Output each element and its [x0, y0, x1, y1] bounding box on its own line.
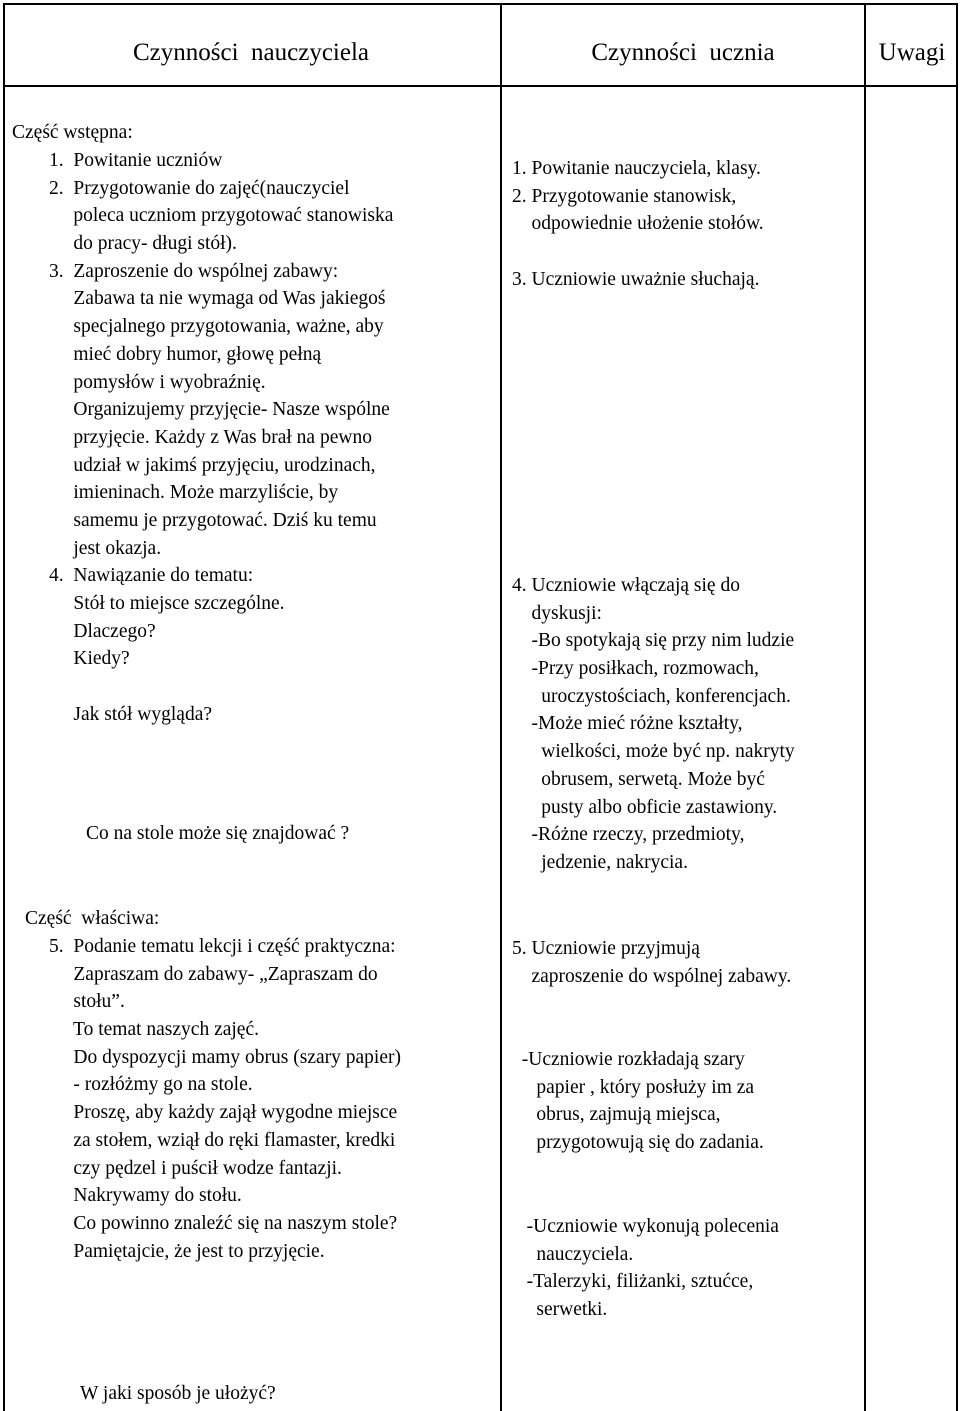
- text-line: -Przy posiłkach, rozmowach,: [512, 658, 759, 680]
- text-line: -Uczniowie wykonują polecenia: [512, 1216, 779, 1237]
- table-contents-question: Co na stole może się znajdować ?: [86, 823, 350, 844]
- text-line: do pracy- długi stół).: [49, 233, 237, 255]
- text-line: obrusem, serwetą. Może być: [512, 768, 765, 790]
- text-line: 1. Powitanie nauczyciela, klasy.: [512, 158, 761, 179]
- text-line: Do dyspozycji mamy obrus (szary papier): [49, 1046, 401, 1068]
- text-line: dyskusji:: [512, 602, 602, 624]
- teacher-block-2: [49, 933, 401, 1265]
- text-line: przyjęcie. Każdy z Was brał na pewno: [49, 426, 372, 448]
- text-line: 3. Zaproszenie do wspólnej zabawy:: [49, 260, 339, 282]
- text-line: 5. Podanie tematu lekcji i część praktyczna:: [49, 936, 396, 957]
- text-line: [512, 238, 764, 266]
- student-block-5: [512, 1213, 779, 1324]
- text-line: poleca uczniom przygotować stanowiska: [49, 205, 394, 227]
- text-line: -Uczniowie rozkładają szary: [512, 1049, 745, 1070]
- text-line: [49, 673, 393, 701]
- text-line: 2. Przygotowanie stanowisk,: [512, 185, 737, 207]
- part1-heading: Część wstępna:: [12, 122, 133, 143]
- text-line: 4. Uczniowie włączają się do: [512, 575, 740, 596]
- header-notes: Uwagi: [878, 39, 946, 66]
- text-line: specjalnego przygotowania, ważne, aby: [49, 316, 384, 338]
- student-block-1: [512, 155, 764, 293]
- text-line: jedzenie, nakrycia.: [512, 851, 688, 873]
- text-line: nauczyciela.: [512, 1243, 634, 1265]
- text-line: jest okazja.: [49, 537, 162, 559]
- part2-heading: Część właściwa:: [25, 908, 160, 929]
- text-line: Zapraszam do zabawy- „Zapraszam do: [49, 963, 378, 985]
- header-teacher-activities: Czynności nauczyciela: [132, 39, 369, 66]
- text-line: udział w jakimś przyjęciu, urodzinach,: [49, 454, 376, 476]
- text-line: pomysłów i wyobraźnię.: [49, 371, 266, 393]
- text-line: za stołem, wziął do ręki flamaster, kredki: [49, 1129, 396, 1151]
- text-line: - rozłóżmy go na stole.: [49, 1074, 253, 1096]
- text-line: To temat naszych zajęć.: [49, 1019, 259, 1041]
- text-line: Dlaczego?: [49, 620, 156, 642]
- text-line: 4. Nawiązanie do tematu:: [49, 565, 254, 587]
- text-line: obrus, zajmują miejsca,: [512, 1104, 721, 1126]
- text-line: 3. Uczniowie uważnie słuchają.: [512, 268, 760, 290]
- text-line: 1. Powitanie uczniów: [49, 150, 223, 171]
- text-line: Jak stół wygląda?: [49, 703, 213, 725]
- text-line: Co powinno znaleźć się na naszym stole?: [49, 1212, 398, 1234]
- text-line: mieć dobry humor, głowę pełną: [49, 343, 322, 365]
- teacher-block-1: [49, 147, 393, 728]
- text-line: uroczystościach, konferencjach.: [512, 685, 791, 707]
- text-line: serwetki.: [512, 1299, 608, 1321]
- bottom-question: W jaki sposób je ułożyć?: [80, 1383, 276, 1404]
- text-line: samemu je przygotować. Dziś ku temu: [49, 509, 377, 531]
- text-line: zaproszenie do wspólnej zabawy.: [512, 965, 792, 987]
- text-line: przygotowują się do zadania.: [512, 1132, 764, 1154]
- header-student-activities: Czynności ucznia: [591, 39, 775, 66]
- text-line: wielkości, może być np. nakryty: [512, 741, 795, 763]
- header-divider: [3, 85, 958, 87]
- text-line: Zabawa ta nie wymaga od Was jakiegoś: [49, 288, 386, 310]
- text-line: papier , który posłuży im za: [512, 1076, 755, 1098]
- column-divider-1: [500, 3, 502, 1411]
- table-right-border: [956, 3, 958, 1411]
- text-line: Pamiętajcie, że jest to przyjęcie.: [49, 1240, 325, 1262]
- text-line: -Może mieć różne kształty,: [512, 713, 743, 735]
- text-line: Stół to miejsce szczególne.: [49, 593, 285, 614]
- text-line: czy pędzel i puścił wodze fantazji.: [49, 1157, 342, 1179]
- text-line: stołu”.: [49, 991, 125, 1013]
- student-block-4: [512, 1046, 764, 1157]
- text-line: 2. Przygotowanie do zajęć(nauczyciel: [49, 177, 350, 199]
- text-line: -Talerzyki, filiżanki, sztućce,: [512, 1271, 754, 1293]
- table-top-border: [3, 3, 958, 5]
- text-line: Proszę, aby każdy zajął wygodne miejsce: [49, 1102, 398, 1124]
- text-line: -Bo spotykają się przy nim ludzie: [512, 630, 795, 652]
- text-line: 5. Uczniowie przyjmują: [512, 938, 700, 959]
- text-line: Organizujemy przyjęcie- Nasze wspólne: [49, 399, 390, 421]
- text-line: Kiedy?: [49, 648, 130, 670]
- text-line: Nakrywamy do stołu.: [49, 1185, 242, 1207]
- text-line: -Różne rzeczy, przedmioty,: [512, 824, 745, 846]
- student-block-2: [512, 572, 795, 877]
- column-divider-2: [864, 3, 866, 1411]
- text-line: odpowiednie ułożenie stołów.: [512, 213, 764, 235]
- student-block-3: [512, 935, 791, 990]
- text-line: pusty albo obficie zastawiony.: [512, 796, 778, 818]
- table-left-border: [3, 3, 5, 1411]
- text-line: imieninach. Może marzyliście, by: [49, 482, 339, 504]
